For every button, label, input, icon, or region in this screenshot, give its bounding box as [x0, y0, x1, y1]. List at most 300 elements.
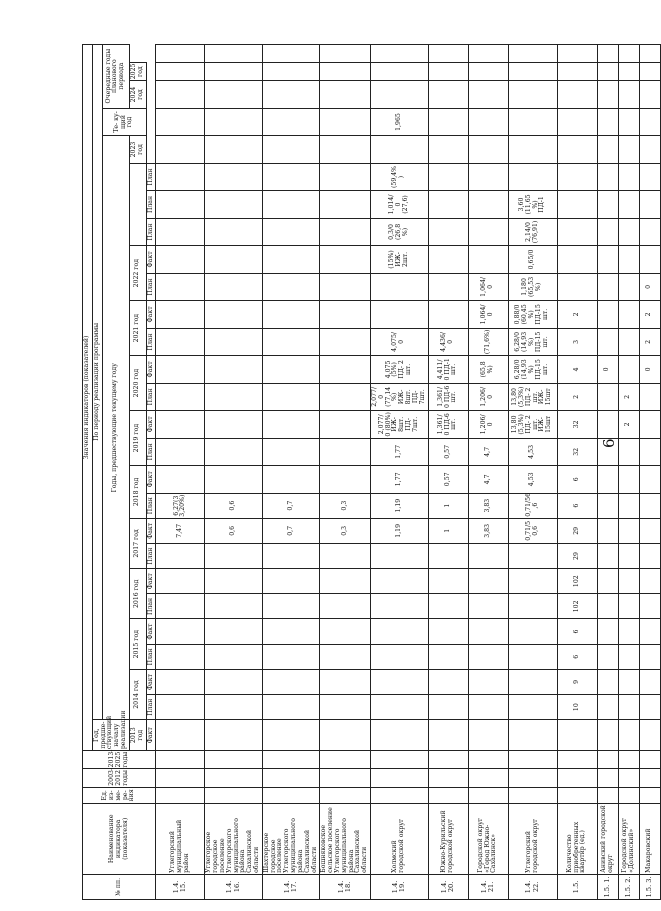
value-cell — [618, 301, 639, 328]
value-cell: 1,206/ 0 — [468, 411, 508, 438]
plan-2020: План — [146, 383, 156, 410]
empty-cell — [639, 769, 660, 787]
row-indicator-name: Южно-Курильский городской округ — [428, 803, 468, 874]
value-cell — [618, 466, 639, 493]
value-cell — [156, 328, 205, 355]
value-cell: 4,411/ 0 ПД-1 шт. — [428, 356, 468, 383]
value-cell — [262, 644, 320, 669]
value-cell: 2 — [639, 301, 660, 328]
value-cell — [371, 273, 429, 300]
empty-cell — [320, 751, 371, 769]
value-cell — [597, 218, 618, 245]
empty-cell — [468, 751, 508, 769]
value-cell: 0,65/0 — [508, 246, 557, 273]
value-cell — [371, 669, 429, 694]
value-cell: 13,80 (5,3%) ПД- 2 шт. ИЖ- 15шт — [508, 383, 557, 410]
plan-2015: План — [146, 644, 156, 669]
empty-cell — [205, 44, 263, 62]
value-cell: 4 — [557, 356, 597, 383]
empty-cell — [205, 787, 263, 803]
value-cell — [320, 136, 371, 163]
value-cell — [262, 246, 320, 273]
value-cell — [618, 191, 639, 218]
row-number: 1.4. 21. — [468, 874, 508, 899]
empty-cell — [262, 44, 320, 62]
value-cell — [618, 218, 639, 245]
value-cell — [156, 695, 205, 720]
empty-cell — [597, 769, 618, 787]
value-cell — [205, 669, 263, 694]
table-row — [320, 26, 371, 900]
value-cell — [320, 644, 371, 669]
value-cell: 1,77 — [371, 466, 429, 493]
value-cell — [639, 383, 660, 410]
value-cell — [557, 218, 597, 245]
value-cell: 6,28/0 (14,93 %) ПД-15 шт. — [508, 356, 557, 383]
value-cell — [320, 108, 371, 135]
value-cell — [508, 619, 557, 644]
value-cell — [508, 644, 557, 669]
empty-cell — [639, 751, 660, 769]
value-cell — [639, 218, 660, 245]
value-cell — [156, 411, 205, 438]
row-number: 1.4. 18. — [320, 874, 371, 899]
value-cell: 102 — [557, 594, 597, 619]
value-cell — [262, 543, 320, 568]
value-cell — [639, 594, 660, 619]
empty-cell — [156, 751, 205, 769]
empty-cell — [156, 62, 205, 80]
value-cell — [597, 644, 618, 669]
value-cell — [428, 108, 468, 135]
value-cell — [156, 569, 205, 594]
value-cell — [428, 191, 468, 218]
year-2018: 2018 год — [129, 466, 146, 519]
value-cell: 102 — [557, 569, 597, 594]
value-cell — [468, 191, 508, 218]
value-cell — [156, 644, 205, 669]
empty-cell — [320, 62, 371, 80]
table-row — [156, 26, 205, 900]
row-number: 1.5. 3. — [639, 874, 660, 899]
value-cell — [320, 411, 371, 438]
value-cell — [557, 720, 597, 751]
empty-cell — [205, 751, 263, 769]
value-cell — [205, 246, 263, 273]
empty-cell — [508, 81, 557, 108]
empty-cell — [597, 787, 618, 803]
value-cell — [262, 438, 320, 465]
value-cell: 1,19 — [371, 493, 429, 518]
value-cell — [468, 569, 508, 594]
value-cell — [205, 328, 263, 355]
empty-cell — [262, 751, 320, 769]
plan-2017: План — [146, 543, 156, 568]
value-cell — [320, 619, 371, 644]
value-cell — [618, 356, 639, 383]
empty-cell — [468, 787, 508, 803]
row-number: 1.4. 22. — [508, 874, 557, 899]
value-cell — [205, 569, 263, 594]
value-cell — [639, 619, 660, 644]
empty-cell — [557, 62, 597, 80]
value-cell — [618, 720, 639, 751]
value-cell: 13,80 (5,3%) ПД- 2 шт. ИЖ- 15шт — [508, 411, 557, 438]
row-number: 1.4. 20. — [428, 874, 468, 899]
value-cell — [371, 695, 429, 720]
year-2023-spacer — [129, 163, 146, 245]
value-cell: 32 — [557, 411, 597, 438]
empty-cell — [557, 769, 597, 787]
value-cell — [597, 301, 618, 328]
indicators-table — [82, 25, 661, 900]
plan-2025: План — [146, 163, 156, 190]
value-cell: 29 — [557, 543, 597, 568]
year-2025: 2025 год — [129, 62, 146, 80]
value-cell: 4,53 — [508, 466, 557, 493]
value-cell — [156, 356, 205, 383]
value-cell — [639, 411, 660, 438]
year-2020: 2020 год — [129, 356, 146, 411]
value-cell — [557, 108, 597, 135]
value-cell: 1,77 — [371, 438, 429, 465]
value-cell — [428, 301, 468, 328]
empty-cell — [597, 62, 618, 80]
value-cell — [639, 466, 660, 493]
year-2016: 2016 год — [129, 569, 146, 619]
value-cell — [639, 543, 660, 568]
value-cell: 4,436/ 0 — [428, 328, 468, 355]
value-cell: 4,075/ 0 — [371, 328, 429, 355]
value-cell: 0,6 — [205, 518, 263, 543]
value-cell — [428, 619, 468, 644]
row-indicator-name: Бошняковское сельское поселение Углегорского муниципального района Сахалинской области — [320, 803, 371, 874]
value-cell: 1,206/ 0 — [468, 383, 508, 410]
empty-cell — [557, 751, 597, 769]
value-cell: 9 — [557, 669, 597, 694]
value-cell: 0,57 — [428, 438, 468, 465]
empty-cell — [508, 62, 557, 80]
empty-cell — [262, 769, 320, 787]
value-cell — [468, 644, 508, 669]
value-cell — [205, 619, 263, 644]
value-cell — [639, 438, 660, 465]
value-cell: 6 — [557, 493, 597, 518]
value-cell — [508, 108, 557, 135]
value-cell — [468, 594, 508, 619]
value-cell — [262, 136, 320, 163]
value-cell — [262, 356, 320, 383]
value-cell — [320, 569, 371, 594]
value-cell — [428, 163, 468, 190]
plan-current: План — [146, 218, 156, 245]
plan-2022: План — [146, 273, 156, 300]
empty-cell — [508, 787, 557, 803]
empty-cell — [508, 44, 557, 62]
next-years-header: Очередные годы планового периода — [102, 44, 129, 108]
value-cell — [205, 356, 263, 383]
value-cell — [262, 301, 320, 328]
empty-cell — [371, 769, 429, 787]
fact-2021: Факт — [146, 301, 156, 328]
value-cell — [508, 669, 557, 694]
empty-cell — [320, 81, 371, 108]
value-cell — [557, 246, 597, 273]
rotated-sheet — [82, 25, 653, 900]
value-cell — [320, 466, 371, 493]
empty-cell — [468, 62, 508, 80]
table-row — [557, 26, 597, 900]
row-number: 1.4. 17. — [262, 874, 320, 899]
value-cell — [262, 720, 320, 751]
value-cell: 2 — [557, 301, 597, 328]
value-cell — [468, 669, 508, 694]
fact-2015: Факт — [146, 619, 156, 644]
value-cell — [371, 594, 429, 619]
value-cell: 2,077/ 0 (80%) ИЖ- 8шт. ПД- 7шт. — [371, 411, 429, 438]
row-indicator-name: Углегорское городское поселение Углегорского муниципального района Сахалинской области — [205, 803, 263, 874]
table-row — [262, 26, 320, 900]
row-number: 1.4. 16. — [205, 874, 263, 899]
value-cell: 1,064/ 0 — [468, 301, 508, 328]
year-2019: 2019 год — [129, 411, 146, 466]
value-cell — [320, 383, 371, 410]
table-row — [428, 26, 468, 900]
plan-2016: План — [146, 594, 156, 619]
value-cell — [320, 163, 371, 190]
value-cell — [557, 163, 597, 190]
empty-cell — [557, 44, 597, 62]
value-cell — [371, 301, 429, 328]
value-cell — [468, 720, 508, 751]
row-indicator-name: Макаровский — [639, 803, 660, 874]
value-cell — [597, 543, 618, 568]
value-cell: 6,27(3 3,20%) — [156, 493, 205, 518]
value-cell — [597, 619, 618, 644]
empty-cell — [618, 62, 639, 80]
value-cell: 1 — [428, 518, 468, 543]
value-cell — [597, 518, 618, 543]
value-cell — [156, 191, 205, 218]
value-cell — [205, 383, 263, 410]
value-cell — [639, 569, 660, 594]
value-cell — [428, 695, 468, 720]
value-cell — [205, 720, 263, 751]
row-number: 1.5. — [557, 874, 597, 899]
value-cell — [262, 594, 320, 619]
value-cell — [156, 218, 205, 245]
value-cell — [156, 273, 205, 300]
value-cell — [156, 136, 205, 163]
col-indicator: Наименование индикатора (показателя) — [83, 803, 156, 874]
value-cell — [428, 594, 468, 619]
value-cell — [468, 246, 508, 273]
row-indicator-name: Городской округ «Долинский» — [618, 803, 639, 874]
value-cell — [618, 695, 639, 720]
value-cell — [205, 543, 263, 568]
value-cell — [156, 466, 205, 493]
value-cell — [597, 695, 618, 720]
value-cell — [262, 218, 320, 245]
value-cell: 29 — [557, 518, 597, 543]
value-cell — [262, 328, 320, 355]
value-cell — [262, 383, 320, 410]
value-cell: 1,064/ 0 — [468, 273, 508, 300]
value-cell: 10 — [557, 695, 597, 720]
plan-2019: План — [146, 438, 156, 465]
value-cell: 0,7 — [262, 493, 320, 518]
value-cell — [428, 569, 468, 594]
empty-cell — [428, 751, 468, 769]
value-cell: 0,3 — [320, 518, 371, 543]
value-cell — [156, 720, 205, 751]
value-cell — [597, 108, 618, 135]
empty-cell — [639, 62, 660, 80]
value-cell — [262, 569, 320, 594]
value-cell: 4,7 — [468, 438, 508, 465]
value-cell: 2 — [618, 411, 639, 438]
empty-cell — [371, 44, 429, 62]
empty-cell — [597, 81, 618, 108]
value-cell — [468, 136, 508, 163]
empty-cell — [508, 769, 557, 787]
value-cell — [639, 518, 660, 543]
value-cell — [597, 466, 618, 493]
value-cell: 0 — [597, 356, 618, 383]
value-cell — [156, 619, 205, 644]
value-cell — [262, 273, 320, 300]
value-cell — [156, 108, 205, 135]
row-indicator-name: Количество приобретенных квартир (ед.) — [557, 803, 597, 874]
value-cell: 1,965 — [371, 108, 429, 135]
value-cell — [320, 720, 371, 751]
value-cell — [639, 163, 660, 190]
page-number-text: 6 — [600, 438, 618, 448]
empty-cell — [371, 751, 429, 769]
value-cell — [205, 191, 263, 218]
value-cell — [156, 438, 205, 465]
value-cell: 2 — [618, 383, 639, 410]
value-cell: 1 — [428, 493, 468, 518]
value-cell: 3,83 — [468, 518, 508, 543]
empty-cell — [371, 81, 429, 108]
value-cell — [320, 695, 371, 720]
fact-2018: Факт — [146, 466, 156, 493]
value-cell — [262, 163, 320, 190]
value-cell — [262, 669, 320, 694]
value-cell — [468, 543, 508, 568]
value-cell — [597, 273, 618, 300]
value-cell — [618, 619, 639, 644]
year-2015: 2015 год — [129, 619, 146, 669]
value-cell — [371, 136, 429, 163]
value-cell — [320, 594, 371, 619]
fact-2014: Факт — [146, 669, 156, 694]
value-cell — [262, 619, 320, 644]
empty-cell — [639, 44, 660, 62]
empty-cell — [508, 751, 557, 769]
empty-cell — [156, 44, 205, 62]
empty-cell — [262, 62, 320, 80]
empty-cell — [371, 787, 429, 803]
empty-cell — [428, 769, 468, 787]
value-cell — [320, 273, 371, 300]
value-cell: (15%) ИЖ- 2шт. — [371, 246, 429, 273]
program-period-header: По периоду реализации программы — [92, 44, 102, 720]
years-preceding-header: Годы, предшествующие текущему году — [102, 136, 129, 720]
fact-2013: Факт — [146, 720, 156, 751]
value-cell — [205, 594, 263, 619]
value-cell — [508, 695, 557, 720]
empty-cell — [557, 81, 597, 108]
value-cell — [557, 273, 597, 300]
value-cell — [597, 594, 618, 619]
value-cell — [508, 594, 557, 619]
value-cell — [557, 136, 597, 163]
row-indicator-name: Шахтерское городское поселение Углегорского муниципального района Сахалинской области — [262, 803, 320, 874]
value-cell: 0,57 — [428, 466, 468, 493]
empty-cell — [468, 44, 508, 62]
value-cell — [205, 273, 263, 300]
value-cell — [597, 569, 618, 594]
fact-2016: Факт — [146, 569, 156, 594]
fact-2019: Факт — [146, 411, 156, 438]
value-cell — [618, 543, 639, 568]
value-cell: 1,19 — [371, 518, 429, 543]
table-row — [618, 26, 639, 900]
empty-cell — [205, 81, 263, 108]
value-cell — [597, 383, 618, 410]
value-cell — [320, 543, 371, 568]
value-cell: (71,6%) — [468, 328, 508, 355]
value-cell: 4,075 (5%) ПД- 2 шт. — [371, 356, 429, 383]
value-cell — [597, 720, 618, 751]
value-cell: 0,3 — [320, 493, 371, 518]
value-cell — [639, 246, 660, 273]
value-cell — [597, 136, 618, 163]
value-cell — [262, 466, 320, 493]
year-2017: 2017 год — [129, 518, 146, 568]
value-cell — [468, 218, 508, 245]
empty-cell — [557, 787, 597, 803]
row-number: 1.5. 1. — [597, 874, 618, 899]
value-cell — [205, 108, 263, 135]
value-cell — [639, 493, 660, 518]
plan-2024: План — [146, 191, 156, 218]
year-2023: 2023 год — [129, 136, 146, 163]
value-cell — [508, 136, 557, 163]
value-cell — [320, 246, 371, 273]
empty-cell — [428, 787, 468, 803]
row-indicator-name: Углегорский муниципальный район — [156, 803, 205, 874]
value-cell — [320, 301, 371, 328]
empty-cell — [618, 787, 639, 803]
value-cell — [371, 543, 429, 568]
value-cell: 4,7 — [468, 466, 508, 493]
value-cell — [508, 569, 557, 594]
value-cell — [618, 108, 639, 135]
value-cell: 4,53 — [508, 438, 557, 465]
value-cell: 7,47 — [156, 518, 205, 543]
empty-cell — [320, 787, 371, 803]
value-cell: 0,88/0 (60,45 %) ПД-15 шт. — [508, 301, 557, 328]
value-cell — [618, 669, 639, 694]
value-cell: 0,6 — [205, 493, 263, 518]
values-group-header: Значения индикаторов (показателей) — [83, 44, 93, 751]
empty-cell — [639, 787, 660, 803]
row-number: 1.5. 2. — [618, 874, 639, 899]
empty-cell — [371, 62, 429, 80]
